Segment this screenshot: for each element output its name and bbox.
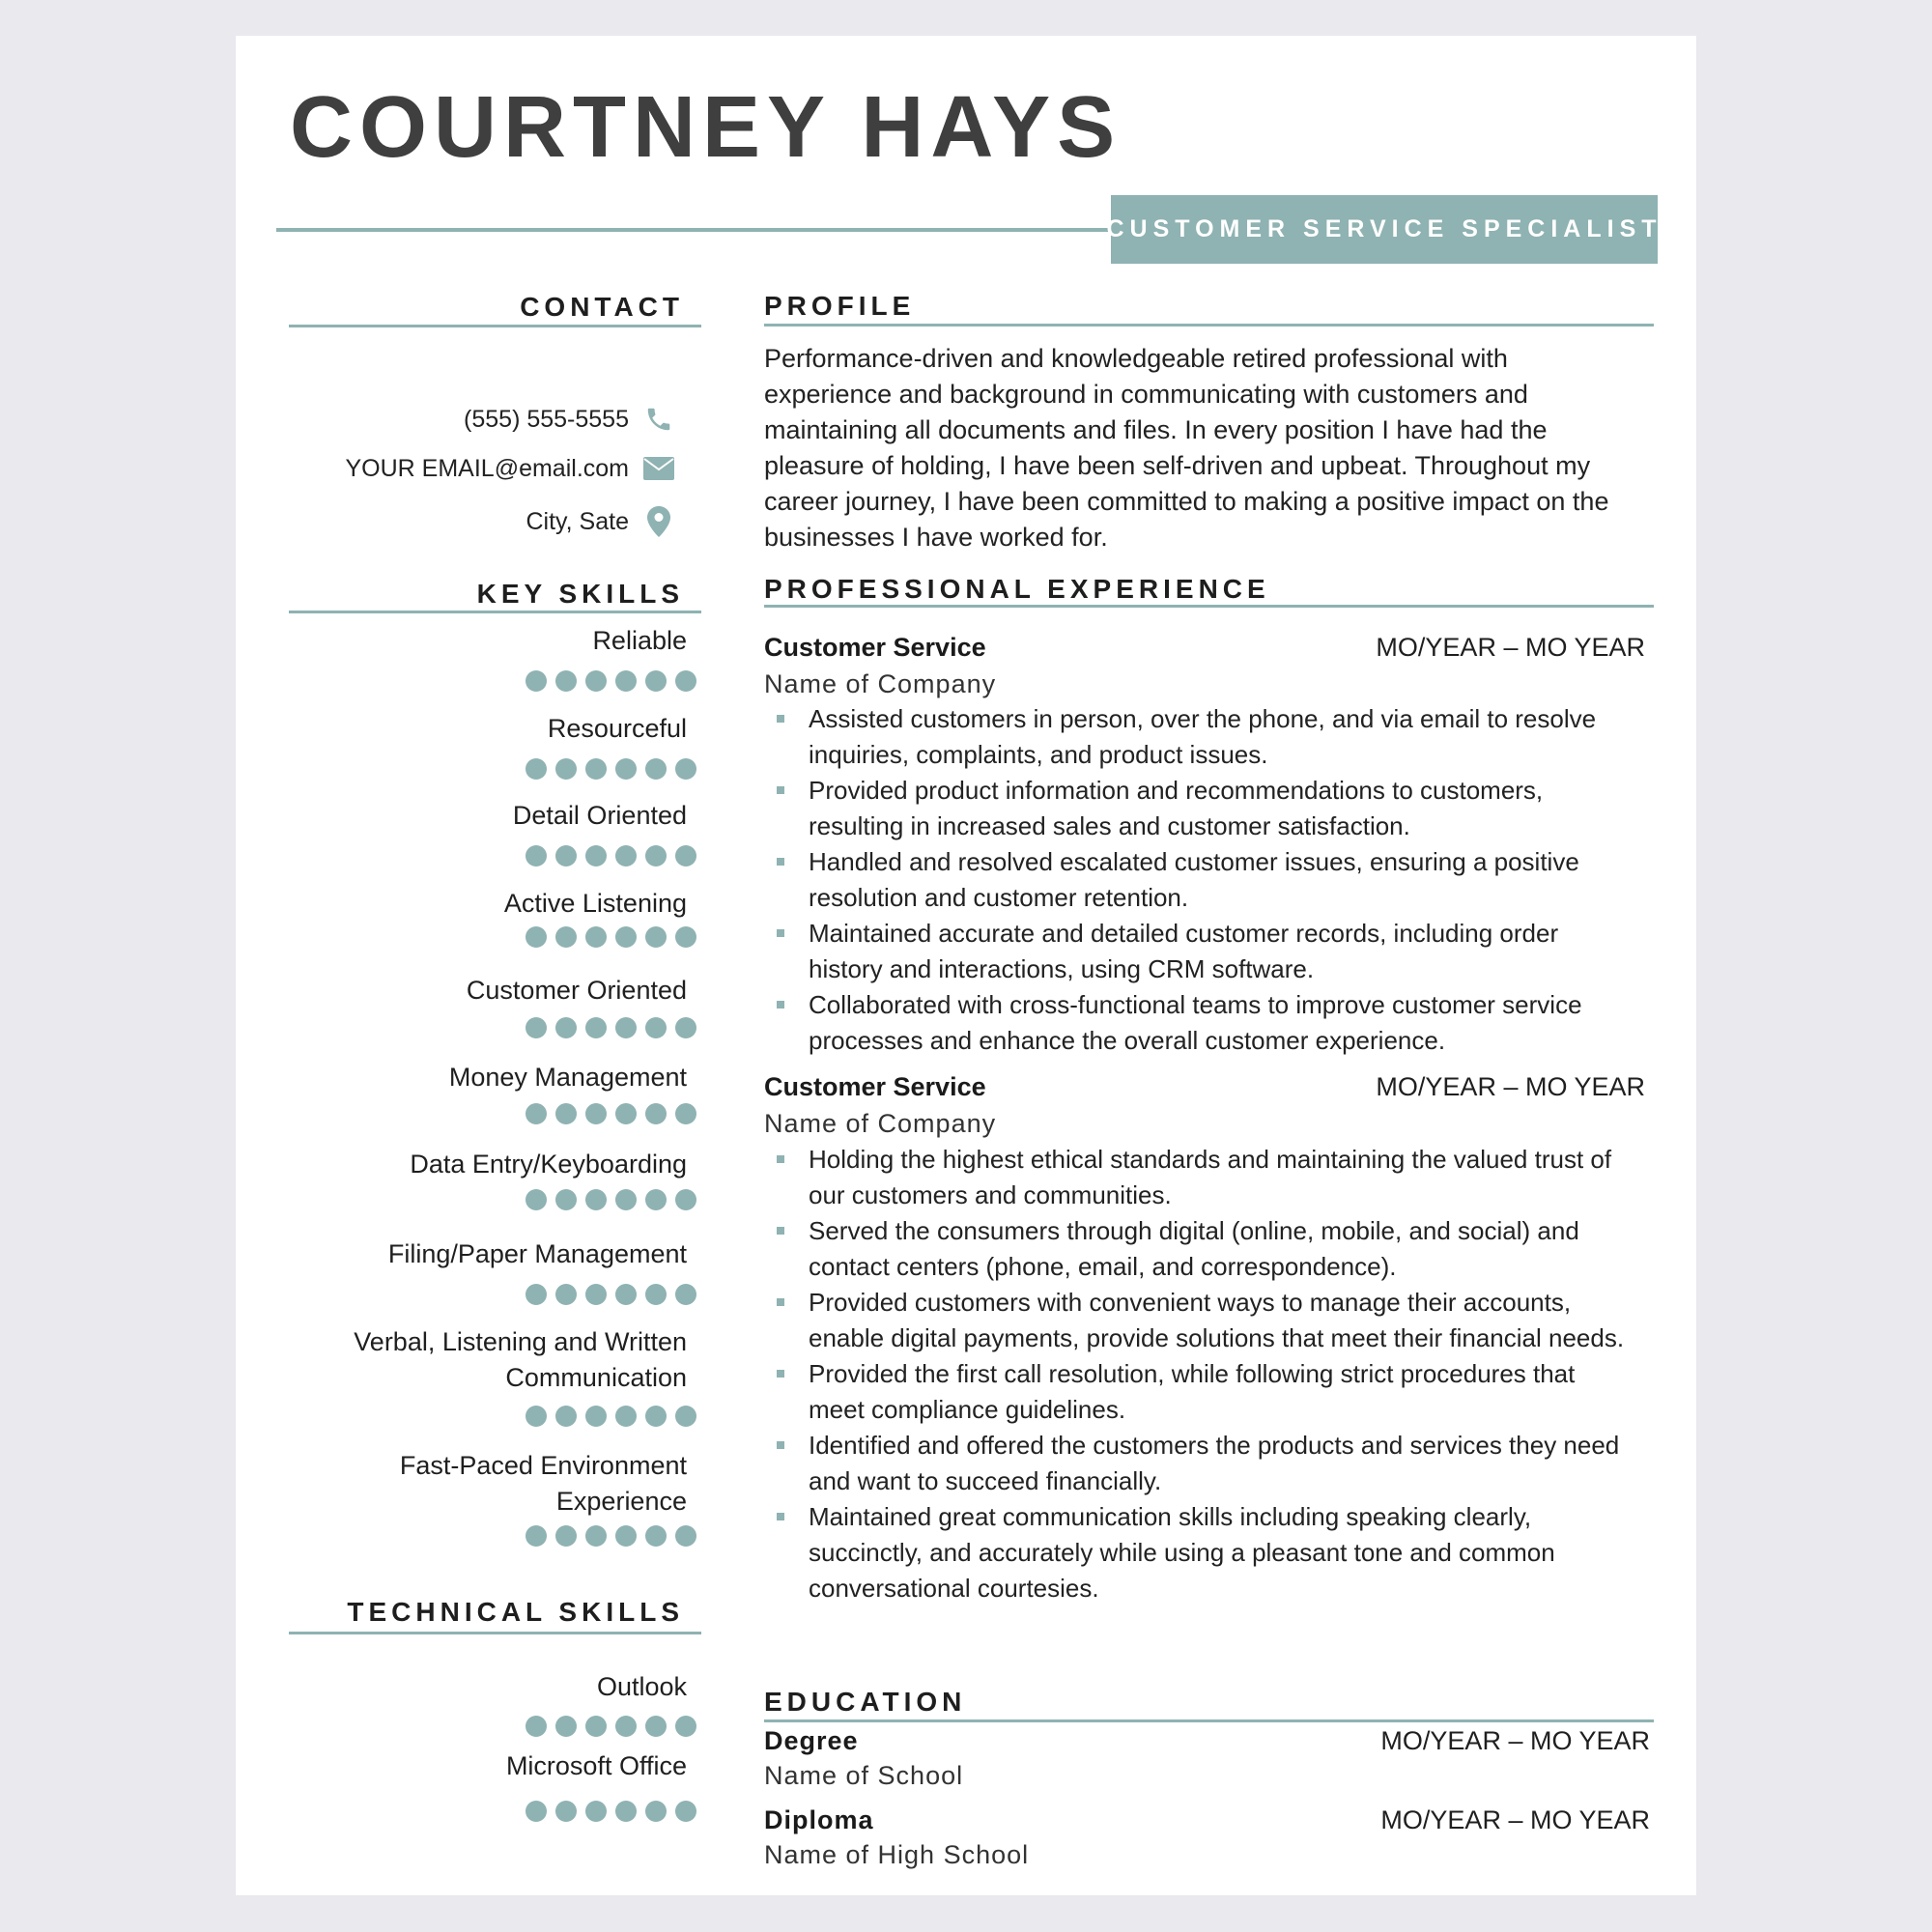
job-title-banner: CUSTOMER SERVICE SPECIALIST [1111, 195, 1658, 264]
rating-dot [675, 670, 696, 692]
technical-skills-heading: TECHNICAL SKILLS [347, 1597, 684, 1627]
education-school: Name of High School [764, 1840, 1030, 1869]
rating-dot [585, 1189, 607, 1210]
education-degree: Diploma [764, 1805, 874, 1834]
skill-name: Detail Oriented [512, 801, 687, 830]
rating-dot [615, 1716, 637, 1737]
job-dates: MO/YEAR – MO YEAR [1376, 1072, 1645, 1101]
skill-rating [289, 1017, 696, 1038]
skill-name: Outlook [596, 1672, 687, 1701]
education-dates: MO/YEAR – MO YEAR [1380, 1805, 1650, 1834]
contact-rule [289, 325, 701, 327]
rating-dot [555, 1716, 577, 1737]
job-title: Customer Service [764, 1072, 986, 1101]
skill-name: Filing/Paper Management [387, 1239, 687, 1268]
education-dates: MO/YEAR – MO YEAR [1380, 1726, 1650, 1755]
rating-dot [555, 1017, 577, 1038]
education-degree: Degree [764, 1726, 859, 1755]
skill-rating [289, 670, 696, 692]
company-name: Name of Company [764, 1109, 997, 1138]
rating-dot [675, 1525, 696, 1547]
rating-dot [615, 1525, 637, 1547]
rating-dot [675, 1284, 696, 1305]
resume-page [236, 36, 1696, 1895]
education-rule [764, 1719, 1654, 1722]
rating-dot [615, 1189, 637, 1210]
skill-name: Active Listening [503, 889, 687, 918]
job-bullet: Provided the first call resolution, while following strict procedures that meet compliance guidelines. [764, 1356, 1634, 1428]
rating-dot [585, 1716, 607, 1737]
skill-rating [289, 1801, 696, 1822]
skill-rating [289, 926, 696, 948]
rating-dot [585, 1284, 607, 1305]
rating-dot [555, 1189, 577, 1210]
rating-dot [645, 1801, 667, 1822]
rating-dot [645, 758, 667, 780]
rating-dot [526, 1716, 547, 1737]
rating-dot [585, 845, 607, 867]
job-bullet: Collaborated with cross-functional teams to improve customer service processes and enhance the overall customer experience. [764, 987, 1634, 1059]
job-bullet: Assisted customers in person, over the phone, and via email to resolve inquiries, complaints, and product issues. [764, 701, 1634, 773]
rating-dot [555, 926, 577, 948]
rating-dot [675, 1801, 696, 1822]
rating-dot [675, 758, 696, 780]
rating-dot [585, 758, 607, 780]
skill-name: Resourceful [547, 714, 687, 743]
key-skills-rule [289, 611, 701, 613]
rating-dot [645, 926, 667, 948]
company-name: Name of Company [764, 669, 997, 698]
rating-dot [645, 1017, 667, 1038]
rating-dot [675, 1406, 696, 1427]
envelope-icon [642, 452, 675, 485]
experience-rule [764, 605, 1654, 608]
rating-dot [675, 1103, 696, 1124]
rating-dot [585, 1801, 607, 1822]
rating-dot [526, 1284, 547, 1305]
rating-dot [645, 670, 667, 692]
job-bullet: Handled and resolved escalated customer issues, ensuring a positive resolution and customer retention. [764, 844, 1634, 916]
skill-rating [289, 1716, 696, 1737]
phone-icon [642, 403, 675, 436]
rating-dot [615, 1017, 637, 1038]
skill-rating [289, 758, 696, 780]
email-text: YOUR EMAIL@email.com [345, 454, 629, 482]
rating-dot [526, 670, 547, 692]
job-dates: MO/YEAR – MO YEAR [1376, 633, 1645, 662]
skill-name: Reliable [592, 626, 687, 655]
rating-dot [526, 1189, 547, 1210]
job-bullet: Served the consumers through digital (online, mobile, and social) and contact centers (phone, email, and correspondence). [764, 1213, 1634, 1285]
rating-dot [645, 1103, 667, 1124]
job-bullets [764, 701, 1634, 1059]
rating-dot [555, 1406, 577, 1427]
skill-name: Verbal, Listening and Written Communication [354, 1327, 687, 1392]
skill-name: Data Entry/Keyboarding [410, 1150, 687, 1179]
rating-dot [555, 1801, 577, 1822]
phone-text: (555) 555-5555 [464, 405, 629, 433]
job-title: Customer Service [764, 633, 986, 662]
rating-dot [585, 1525, 607, 1547]
contact-heading: CONTACT [520, 292, 684, 322]
rating-dot [675, 926, 696, 948]
skill-name: Money Management [448, 1063, 687, 1092]
education-heading: EDUCATION [764, 1687, 967, 1717]
job-bullet: Maintained great communication skills including speaking clearly, succinctly, and accurately while using a pleasant tone and common conversational courtesies. [764, 1499, 1634, 1606]
contact-phone-row [289, 403, 675, 436]
rating-dot [615, 670, 637, 692]
rating-dot [675, 1189, 696, 1210]
skill-rating [289, 1406, 696, 1427]
rating-dot [615, 1103, 637, 1124]
candidate-name: COURTNEY HAYS [290, 79, 1122, 176]
rating-dot [645, 1406, 667, 1427]
rating-dot [615, 1801, 637, 1822]
rating-dot [526, 1801, 547, 1822]
header-rule [276, 228, 1165, 232]
rating-dot [585, 1017, 607, 1038]
key-skills-heading: KEY SKILLS [476, 579, 684, 609]
skill-name: Fast-Paced Environment Experience [399, 1451, 687, 1516]
skill-name: Customer Oriented [466, 976, 687, 1005]
rating-dot [675, 1017, 696, 1038]
job-bullet: Maintained accurate and detailed customer records, including order history and interactions, using CRM software. [764, 916, 1634, 987]
rating-dot [615, 1284, 637, 1305]
job-bullet: Provided product information and recommendations to customers, resulting in increased sales and customer satisfaction. [764, 773, 1634, 844]
rating-dot [675, 1716, 696, 1737]
skill-rating [289, 1189, 696, 1210]
rating-dot [585, 926, 607, 948]
rating-dot [526, 1103, 547, 1124]
rating-dot [526, 1406, 547, 1427]
rating-dot [555, 758, 577, 780]
contact-email-row [289, 452, 675, 485]
rating-dot [526, 758, 547, 780]
skill-rating [289, 1103, 696, 1124]
profile-heading: PROFILE [764, 291, 916, 321]
rating-dot [555, 845, 577, 867]
rating-dot [526, 1525, 547, 1547]
skill-rating [289, 1284, 696, 1305]
rating-dot [645, 1525, 667, 1547]
job-bullet: Identified and offered the customers the products and services they need and want to succeed financially. [764, 1428, 1634, 1499]
profile-rule [764, 324, 1654, 327]
skill-rating [289, 1525, 696, 1547]
skill-rating [289, 845, 696, 867]
job-bullet: Provided customers with convenient ways to manage their accounts, enable digital payments, provide solutions that meet their financial needs. [764, 1285, 1634, 1356]
rating-dot [645, 845, 667, 867]
rating-dot [555, 1284, 577, 1305]
experience-heading: PROFESSIONAL EXPERIENCE [764, 574, 1270, 604]
rating-dot [645, 1189, 667, 1210]
rating-dot [675, 845, 696, 867]
location-text: City, Sate [526, 507, 629, 535]
job-bullet: Holding the highest ethical standards and maintaining the valued trust of our customers and communities. [764, 1142, 1634, 1213]
rating-dot [526, 1017, 547, 1038]
rating-dot [615, 1406, 637, 1427]
education-school: Name of School [764, 1761, 964, 1790]
rating-dot [585, 1103, 607, 1124]
rating-dot [526, 926, 547, 948]
rating-dot [585, 670, 607, 692]
profile-text: Performance-driven and knowledgeable retired professional with experience and background in communicating with customers and maintaining all documents and files. In every position I have had the pleasure of holding, I have been self-driven and upbeat. Throughout my career journey, I have been committed to making a positive impact on the businesses I have worked for. [764, 344, 1609, 552]
map-pin-icon [642, 505, 675, 538]
rating-dot [615, 758, 637, 780]
rating-dot [555, 1525, 577, 1547]
rating-dot [526, 845, 547, 867]
rating-dot [645, 1716, 667, 1737]
technical-skills-rule [289, 1632, 701, 1634]
skill-name: Microsoft Office [505, 1751, 687, 1780]
contact-location-row [289, 505, 675, 538]
job-bullets [764, 1142, 1634, 1606]
rating-dot [555, 670, 577, 692]
rating-dot [615, 926, 637, 948]
rating-dot [555, 1103, 577, 1124]
rating-dot [615, 845, 637, 867]
rating-dot [585, 1406, 607, 1427]
rating-dot [645, 1284, 667, 1305]
